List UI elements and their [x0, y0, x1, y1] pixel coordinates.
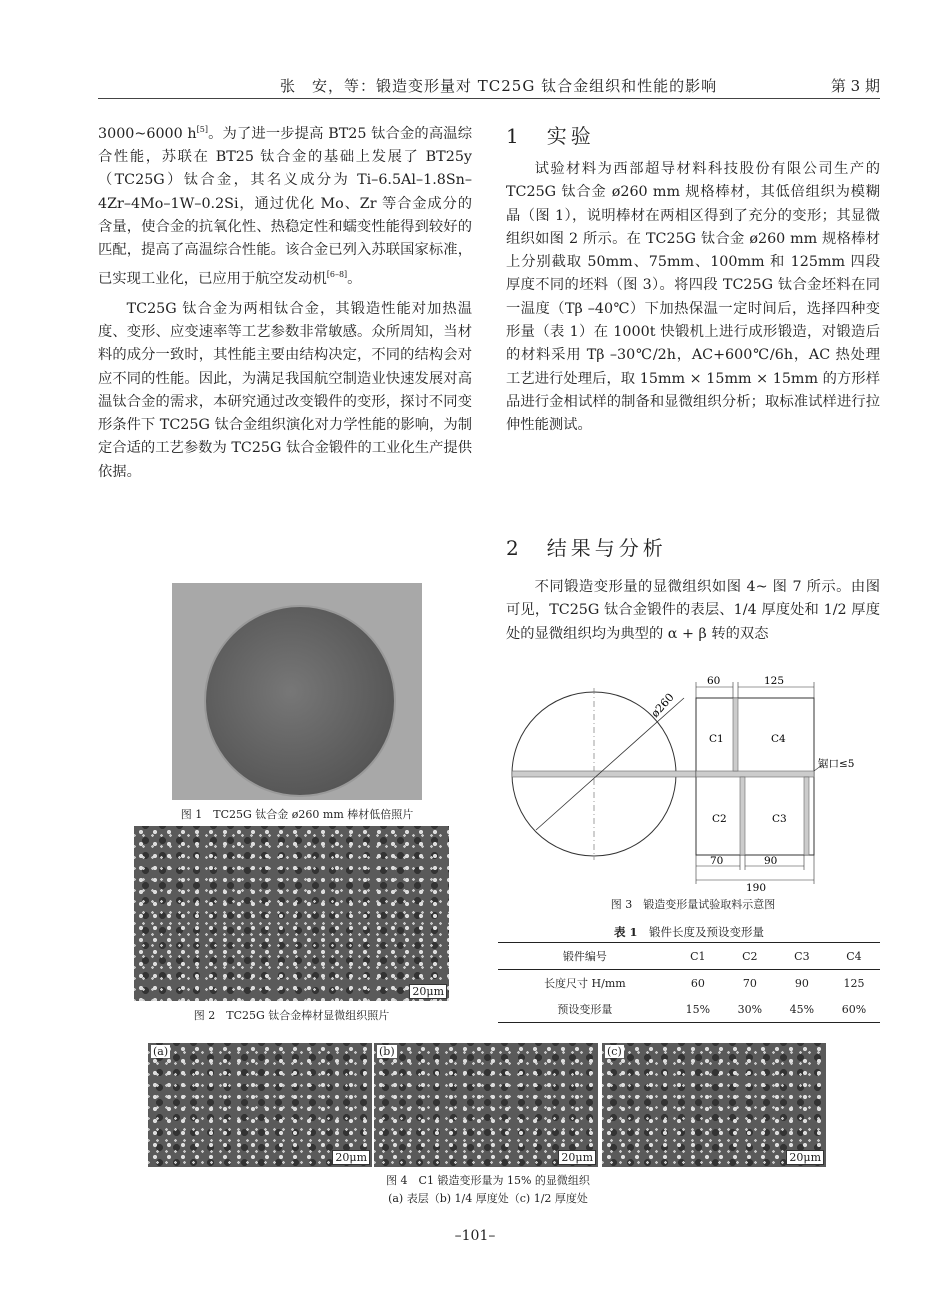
figure-3-caption: 图 3 锻造变形量试验取料示意图	[610, 898, 776, 911]
issue-number: 第 3 期	[830, 77, 880, 95]
running-title: 张 安，等：锻造变形量对 TC25G 钛合金组织和性能的影响	[280, 77, 718, 95]
figure-2-micrograph	[134, 826, 449, 1001]
figure-2-caption: 图 2 TC25G 钛合金棒材显微组织照片	[193, 1009, 390, 1022]
right-paragraph-2: 不同锻造变形量的显微组织如图 4~ 图 7 所示。由图可见，TC25G 钛合金锻件的表层、1/4 厚度处和 1/2 厚度处的显微组织均为典型的 α + β 转的双态	[506, 579, 880, 642]
scale-bar: 20μm	[786, 1150, 824, 1165]
dim-60: 60	[707, 675, 721, 687]
table-row: 预设变形量 15% 30% 45% 60%	[498, 996, 880, 1023]
bar-cross-section	[204, 605, 396, 797]
section-heading-experiment: 1 实验	[506, 124, 595, 148]
figure-4-caption: 图 4 C1 锻造变形量为 15% 的显微组织	[386, 1174, 590, 1187]
right-paragraph-1: 试验材料为西部超导材料科技股份有限公司生产的 TC25G 钛合金 ø260 mm 规格棒材，其低倍组织为模糊晶（图 1），说明棒材在两相区得到了充分的变形；其显微组织如图 2 所示。在 TC25G 钛合金 ø260 mm 规格棒材上分别截取 50mm、75mm、100mm 和 125mm 四段厚度不同的坯料（图 3）。将四段 TC25G 钛合金坯料在同一温度（Tβ –40℃）下加热保温一定时间后，选择四种变形量（表 1）在 1000t 快锻机上进行成形锻造，对锻造后的材料采用 Tβ –30℃/2h，AC+600℃/6h，AC 热处理工艺进行处理后，取 15mm × 15mm × 15mm 的方形样品进行金相试样的制备和显微组织分析；取标准试样进行拉伸性能测试。	[506, 161, 880, 434]
citation[interactable]: [6–8]	[326, 269, 348, 279]
left-paragraph-2: TC25G 钛合金为两相钛合金，其锻造性能对加热温度、变形、应变速率等工艺参数非常敏感。众所周知，当材料的成分一致时，其性能主要由结构决定，不同的结构会对应不同的性能。因此，为满足我国航空制造业快速发展对高温钛合金的需求，本研究通过改变锻件的变形，探讨不同变形条件下 TC25G 钛合金组织演化对力学性能的影响，为制定合适的工艺参数为 TC25G 钛合金锻件的工业化生产提供依据。	[98, 300, 472, 480]
figure-1-photo	[172, 583, 422, 800]
block-c1: C1	[709, 733, 724, 745]
scale-bar: 20μm	[558, 1150, 596, 1165]
dim-90: 90	[764, 855, 778, 867]
table-1-title: 表 1 锻件长度及预设变形量	[613, 925, 764, 939]
right-column	[506, 158, 880, 438]
figure-4b-micrograph	[374, 1043, 598, 1167]
scale-bar: 20μm	[409, 984, 447, 999]
figure-3-diagram	[506, 670, 880, 892]
block-c4: C4	[771, 733, 786, 745]
page-number: –101–	[454, 1228, 496, 1244]
block-c3: C3	[772, 813, 787, 825]
table-1	[498, 942, 880, 1023]
diameter-label: ø260	[648, 690, 677, 721]
figure-4-subcaption: (a) 表层（b) 1/4 厚度处（c) 1/2 厚度处	[388, 1192, 588, 1205]
right-paragraph-2-wrap	[506, 576, 880, 646]
figure-1-caption: 图 1 TC25G 钛合金 ø260 mm 棒材低倍照片	[180, 808, 414, 821]
citation[interactable]: [5]	[196, 125, 208, 134]
figure-4a-micrograph	[148, 1043, 372, 1167]
dim-190: 190	[746, 882, 767, 892]
saw-kerf-label: 锯口≤5	[818, 758, 855, 770]
scale-bar: 20μm	[332, 1150, 370, 1165]
table-header-row: 锻件编号 C1 C2 C3 C4	[498, 943, 880, 970]
panel-label: (c)	[607, 1045, 622, 1058]
dim-70: 70	[710, 855, 724, 867]
dim-125: 125	[764, 675, 785, 687]
panel-label: (a)	[153, 1045, 169, 1058]
panel-label: (b)	[379, 1045, 395, 1058]
table-row: 长度尺寸 H/mm 60 70 90 125	[544, 976, 865, 990]
left-paragraph-1: 3000~6000 h[5]。为了进一步提高 BT25 钛合金的高温综合性能，苏联在 BT25 钛合金的基础上发展了 BT25y（TC25G）钛合金，其名义成分为 Ti–6.5Al–1.8Sn–4Zr–4Mo–1W–0.2Si，通过优化 Mo、Zr 等合金成分的含量，使合金的抗氧化性、热稳定性和蠕变性能得到较好的匹配，提高了高温综合性能。该合金已列入苏联国家标准，已实现工业化，已应用于航空发动机[6–8]。	[98, 125, 472, 287]
figure-4c-micrograph	[602, 1043, 826, 1167]
block-c2: C2	[712, 813, 727, 825]
running-header	[98, 72, 880, 99]
section-heading-results: 2 结果与分析	[506, 536, 667, 560]
left-column	[98, 118, 472, 484]
